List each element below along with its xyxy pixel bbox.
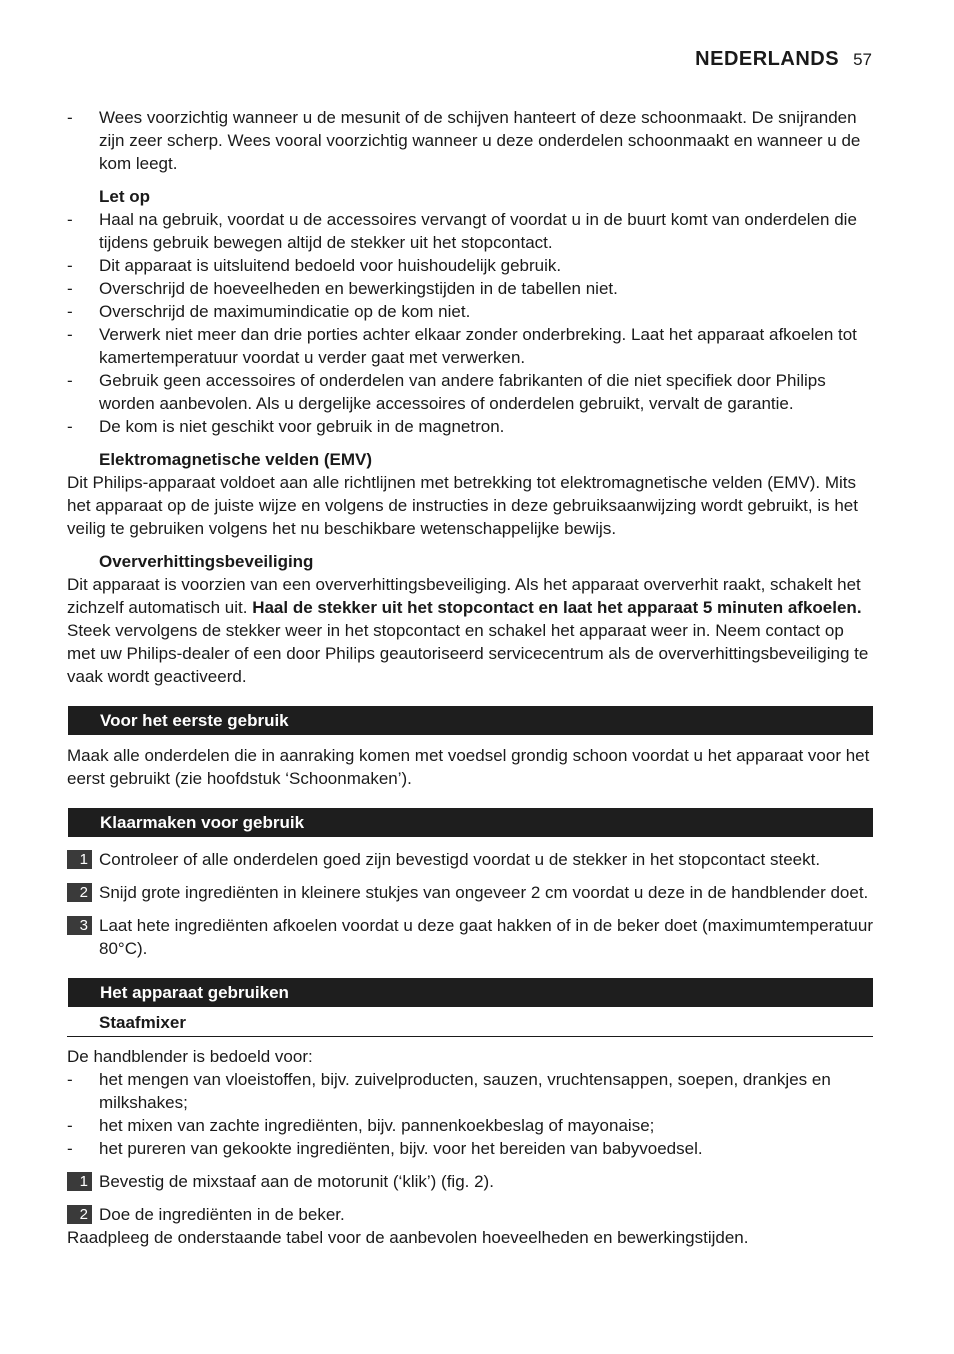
list-item <box>67 323 873 369</box>
section-heading-let-op: Let op <box>99 187 150 206</box>
eerste-gebruik-paragraph: Maak alle onderdelen die in aanraking komen met voedsel grondig schoon voordat u het apparaat voor het eerst gebruikt (zie hoofdstuk ‘Schoonmaken’). <box>67 746 870 788</box>
page-number: 57 <box>853 50 872 69</box>
bullet-dash: - <box>67 1116 73 1135</box>
step-item <box>67 1170 873 1193</box>
list-item-text: Verwerk niet meer dan drie porties achter elkaar zonder onderbreking. Laat het apparaat afkoelen tot kamertemperatuur voordat u verder gaat met verwerken. <box>99 325 857 367</box>
list-item-text: Haal na gebruik, voordat u de accessoires vervangt of voordat u in de buurt komt van onderdelen die tijdens gebruik bewegen altijd de stekker uit het stopcontact. <box>99 210 857 252</box>
bullet-dash: - <box>67 1139 73 1158</box>
list-item <box>67 254 873 277</box>
list-item-text: het mixen van zachte ingrediënten, bijv. pannenkoekbeslag of mayonaise; <box>99 1116 655 1135</box>
list-item <box>67 415 873 438</box>
gebruiken-closing: Raadpleeg de onderstaande tabel voor de aanbevolen hoeveelheden en bewerkingstijden. <box>67 1228 749 1247</box>
gebruiken-list <box>67 1068 873 1160</box>
bullet-dash: - <box>67 279 73 298</box>
let-op-list <box>67 208 873 438</box>
section-heading-emv: Elektromagnetische velden (EMV) <box>99 450 373 469</box>
step-text: Bevestig de mixstaaf aan de motorunit (‘klik’) (fig. 2). <box>99 1172 494 1191</box>
step-number: 1 <box>67 850 92 869</box>
list-item-text: het mengen van vloeistoffen, bijv. zuivelproducten, sauzen, vruchtensappen, soepen, drankjes en milkshakes; <box>99 1070 831 1112</box>
list-item <box>67 1068 873 1114</box>
paragraph-text: Steek vervolgens de stekker weer in het stopcontact en schakel het apparaat weer in. Neem contact op met uw Philips-dealer of een door Philips geautoriseerd servicecentrum als de oververhittingsbeveiliging te vaak wordt geactiveerd. <box>67 621 869 686</box>
section-heading-oververhitting: Oververhittingsbeveiliging <box>99 552 314 571</box>
list-item <box>67 300 873 323</box>
bullet-dash: - <box>67 302 73 321</box>
language-label: NEDERLANDS <box>695 48 840 70</box>
list-item <box>67 106 873 175</box>
list-item <box>67 277 873 300</box>
list-item <box>67 1114 873 1137</box>
emv-paragraph: Dit Philips-apparaat voldoet aan alle richtlijnen met betrekking tot elektromagnetische velden (EMV). Mits het apparaat op de juiste wijze en volgens de instructies in deze gebruiksaanwijzing wordt gebruikt, is het veilig te gebruiken volgens het nu beschikbare wetenschappelijke bewijs. <box>67 473 858 538</box>
step-number: 2 <box>67 883 92 902</box>
list-item <box>67 369 873 415</box>
bullet-dash: - <box>67 371 73 390</box>
bullet-dash: - <box>67 256 73 275</box>
bullet-dash: - <box>67 417 73 436</box>
bullet-dash: - <box>67 108 73 127</box>
bullet-dash: - <box>67 210 73 229</box>
section-bar-klaarmaken: Klaarmaken voor gebruik <box>68 808 873 837</box>
subheading-staafmixer: Staafmixer <box>67 1011 873 1037</box>
step-text: Laat hete ingrediënten afkoelen voordat u deze gaat hakken of in de beker doet (maximumtemperatuur 80°C). <box>99 916 873 958</box>
list-item-text: het pureren van gekookte ingrediënten, bijv. voor het bereiden van babyvoedsel. <box>99 1139 703 1158</box>
paragraph-text: Dit apparaat is voorzien van een oververhittingsbeveiliging. Als het apparaat oververhit raakt, schakelt het zichzelf automatisch uit. <box>67 575 861 617</box>
step-item <box>67 881 873 904</box>
step-text: Doe de ingrediënten in de beker. <box>99 1205 345 1224</box>
oververhitting-paragraph <box>67 573 873 688</box>
list-item-text: Wees voorzichtig wanneer u de mesunit of de schijven hanteert of deze schoonmaakt. De snijranden zijn zeer scherp. Wees vooral voorzichtig wanneer u deze onderdelen schoonmaakt en wanneer u de kom leegt. <box>99 108 861 173</box>
step-item <box>67 848 873 871</box>
step-number: 3 <box>67 916 92 935</box>
list-item-text: Dit apparaat is uitsluitend bedoeld voor huishoudelijk gebruik. <box>99 256 562 275</box>
step-number: 1 <box>67 1172 92 1191</box>
section-bar-gebruiken: Het apparaat gebruiken <box>68 978 873 1007</box>
list-item <box>67 208 873 254</box>
step-item <box>67 1203 873 1226</box>
step-item <box>67 914 873 960</box>
list-item-text: Gebruik geen accessoires of onderdelen van andere fabrikanten of die niet specifiek door Philips worden aanbevolen. Als u dergelijke accessoires of onderdelen gebruikt, vervalt de garantie. <box>99 371 826 413</box>
gebruiken-intro: De handblender is bedoeld voor: <box>67 1047 313 1066</box>
page-content <box>67 106 873 1249</box>
bullet-dash: - <box>67 325 73 344</box>
step-number: 2 <box>67 1205 92 1224</box>
list-item <box>67 1137 873 1160</box>
step-text: Controleer of alle onderdelen goed zijn bevestigd voordat u de stekker in het stopcontact steekt. <box>99 850 821 869</box>
list-item-text: De kom is niet geschikt voor gebruik in de magnetron. <box>99 417 505 436</box>
list-item-text: Overschrijd de maximumindicatie op de kom niet. <box>99 302 471 321</box>
section-bar-eerste-gebruik: Voor het eerste gebruik <box>68 706 873 735</box>
bullet-dash: - <box>67 1070 73 1089</box>
list-item-text: Overschrijd de hoeveelheden en bewerkingstijden in de tabellen niet. <box>99 279 618 298</box>
step-text: Snijd grote ingrediënten in kleinere stukjes van ongeveer 2 cm voordat u deze in de handblender doet. <box>99 883 869 902</box>
paragraph-bold-text: Haal de stekker uit het stopcontact en laat het apparaat 5 minuten afkoelen. <box>252 598 862 617</box>
page-header <box>695 48 872 71</box>
